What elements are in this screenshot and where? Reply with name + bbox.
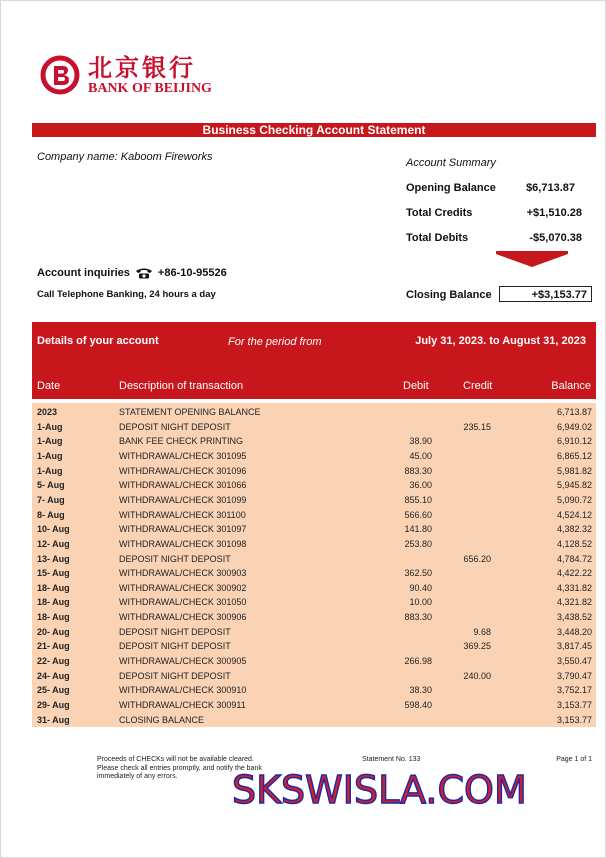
table-row — [32, 669, 596, 683]
cell-date: 29- Aug — [37, 700, 70, 710]
table-row — [32, 493, 596, 507]
cell-description: WITHDRAWAL/CHECK 301097 — [119, 524, 247, 535]
cell-balance: 3,790.47 — [556, 670, 592, 681]
cell-date: 8- Aug — [37, 509, 65, 520]
cell-balance: 3,752.17 — [556, 685, 592, 696]
table-row — [32, 683, 596, 697]
cell-date: 18- Aug — [37, 612, 70, 623]
column-header-debit: Debit — [403, 380, 429, 392]
bank-of-beijing-logo-icon — [40, 55, 80, 95]
cell-debit: 90.40 — [409, 582, 432, 593]
table-row — [32, 595, 596, 609]
table-row — [32, 610, 596, 624]
cell-balance: 4,128.52 — [556, 538, 592, 549]
cell-balance: 3,153.77 — [556, 700, 592, 710]
account-inquiries — [37, 267, 227, 279]
cell-description: WITHDRAWAL/CHECK 301099 — [119, 494, 247, 505]
cell-description: STATEMENT OPENING BALANCE — [119, 407, 261, 417]
cell-balance: 4,321.82 — [556, 597, 592, 608]
statement-title: Business Checking Account Statement — [32, 123, 596, 137]
cell-description: DEPOSIT NIGHT DEPOSIT — [119, 553, 231, 564]
cell-date: 22- Aug — [37, 656, 70, 667]
cell-debit: 38.30 — [409, 685, 432, 696]
cell-balance: 4,784.72 — [556, 553, 592, 564]
cell-date: 2023 — [37, 407, 58, 417]
cell-description: WITHDRAWAL/CHECK 301098 — [119, 538, 247, 549]
cell-credit: 240.00 — [463, 670, 491, 681]
company-name: Company name: Kaboom Fireworks — [37, 151, 213, 163]
cell-date: 1-Aug — [37, 450, 63, 461]
table-row — [32, 639, 596, 653]
table-row — [32, 698, 596, 712]
bank-logo — [40, 55, 212, 97]
cell-description: WITHDRAWAL/CHECK 300903 — [119, 568, 247, 579]
closing-balance-label: Closing Balance — [406, 289, 492, 301]
cell-balance: 4,331.82 — [556, 582, 592, 593]
cell-description: BANK FEE CHECK PRINTING — [119, 436, 244, 447]
cell-description: DEPOSIT NIGHT DEPOSIT — [119, 626, 231, 637]
cell-balance: 5,981.82 — [556, 465, 592, 476]
cell-date: 1-Aug — [37, 421, 63, 432]
cell-description: WITHDRAWAL/CHECK 300905 — [119, 656, 247, 667]
column-header-description: Description of transaction — [119, 380, 244, 392]
cell-date: 18- Aug — [37, 582, 70, 593]
cell-balance: 6,910.12 — [556, 436, 592, 447]
details-period-label: For the period from — [228, 336, 322, 348]
column-header-balance: Balance — [551, 380, 591, 392]
table-row — [32, 654, 596, 668]
closing-balance-value: +$3,153.77 — [499, 286, 592, 302]
cell-debit: 10.00 — [409, 597, 432, 608]
cell-debit: 38.90 — [409, 436, 432, 447]
bank-name-english: BANK OF BEIJING — [88, 81, 212, 96]
cell-date: 13- Aug — [37, 553, 70, 564]
cell-description: DEPOSIT NIGHT DEPOSIT — [119, 641, 231, 652]
cell-description: WITHDRAWAL/CHECK 300902 — [119, 582, 247, 593]
statement-number: Statement No. 133 — [362, 756, 421, 763]
table-row — [32, 625, 596, 639]
table-row — [32, 552, 596, 566]
cell-date: 1-Aug — [37, 436, 63, 447]
total-credits-label: Total Credits — [406, 207, 473, 219]
total-debits-value: -$5,070.38 — [529, 232, 582, 244]
table-row — [32, 713, 596, 727]
opening-balance-label: Opening Balance — [406, 182, 496, 194]
cell-balance: 4,524.12 — [556, 509, 592, 520]
cell-date: 5- Aug — [37, 480, 65, 491]
cell-description: WITHDRAWAL/CHECK 301095 — [119, 450, 247, 461]
cell-debit: 598.40 — [404, 700, 432, 710]
footer-note: Proceeds of CHECKs will not be available cleared. Please check all entries promptly, and notify the bank immediately of any errors. — [97, 756, 262, 780]
inquiries-phone-number: +86-10-95526 — [157, 267, 227, 279]
cell-balance: 3,817.45 — [556, 641, 592, 652]
cell-credit: 9.68 — [473, 626, 491, 637]
cell-description: DEPOSIT NIGHT DEPOSIT — [119, 670, 231, 681]
cell-balance: 3,448.20 — [556, 626, 592, 637]
cell-balance: 5,090.72 — [556, 494, 592, 505]
cell-description: WITHDRAWAL/CHECK 301100 — [119, 509, 246, 520]
table-row — [32, 464, 596, 478]
opening-balance-value: $6,713.87 — [526, 182, 575, 194]
table-row — [32, 522, 596, 536]
table-row — [32, 405, 596, 419]
cell-debit: 45.00 — [409, 450, 432, 461]
cell-description: WITHDRAWAL/CHECK 300911 — [119, 700, 246, 710]
cell-description: WITHDRAWAL/CHECK 300910 — [119, 685, 247, 696]
cell-description: CLOSING BALANCE — [119, 714, 205, 725]
cell-description: WITHDRAWAL/CHECK 301096 — [119, 465, 247, 476]
cell-debit: 883.30 — [404, 612, 432, 623]
table-row — [32, 581, 596, 595]
cell-debit: 362.50 — [404, 568, 432, 579]
cell-balance: 3,153.77 — [556, 714, 592, 725]
cell-description: WITHDRAWAL/CHECK 301050 — [119, 597, 247, 608]
cell-description: WITHDRAWAL/CHECK 301066 — [119, 480, 247, 491]
details-period-dates: July 31, 2023. to August 31, 2023 — [415, 335, 586, 347]
table-row — [32, 420, 596, 434]
table-row — [32, 434, 596, 448]
cell-credit: 656.20 — [463, 553, 491, 564]
telephone-icon — [135, 267, 153, 279]
cell-date: 21- Aug — [37, 641, 70, 652]
column-header-date: Date — [37, 380, 61, 392]
total-credits-value: +$1,510.28 — [526, 207, 582, 219]
cell-credit: 369.25 — [463, 641, 491, 652]
cell-date: 31- Aug — [37, 714, 70, 725]
cell-date: 25- Aug — [37, 685, 70, 696]
cell-debit: 36.00 — [409, 480, 432, 491]
cell-balance: 6,949.02 — [556, 421, 592, 432]
table-row — [32, 537, 596, 551]
bank-name-chinese: 北京银行 — [88, 54, 196, 82]
cell-balance: 5,945.82 — [556, 480, 592, 491]
cell-balance: 3,550.47 — [556, 656, 592, 667]
cell-date: 18- Aug — [37, 597, 70, 608]
cell-debit: 566.60 — [404, 509, 432, 520]
table-row — [32, 508, 596, 522]
summary-down-arrow-icon — [496, 254, 568, 267]
cell-balance: 4,422.22 — [556, 568, 592, 579]
watermark: SKSWISLA.COM — [232, 768, 527, 812]
details-title: Details of your account — [37, 335, 159, 347]
cell-description: DEPOSIT NIGHT DEPOSIT — [119, 421, 231, 432]
cell-balance: 6,713.87 — [556, 407, 592, 417]
cell-debit: 855.10 — [404, 494, 432, 505]
cell-date: 20- Aug — [37, 626, 70, 637]
cell-balance: 6,865.12 — [556, 450, 592, 461]
cell-date: 24- Aug — [37, 670, 70, 681]
account-details-header — [32, 322, 596, 399]
column-header-credit: Credit — [463, 380, 493, 392]
cell-debit: 266.98 — [404, 656, 432, 667]
cell-date: 7- Aug — [37, 494, 65, 505]
page-number: Page 1 of 1 — [556, 756, 592, 763]
cell-debit: 253.80 — [404, 538, 432, 549]
cell-date: 15- Aug — [37, 568, 70, 579]
table-row — [32, 449, 596, 463]
cell-balance: 4,382.32 — [556, 524, 592, 535]
account-summary-title: Account Summary — [406, 157, 496, 169]
account-inquiries-label: Account inquiries — [37, 267, 130, 279]
total-debits-label: Total Debits — [406, 232, 469, 244]
table-row — [32, 566, 596, 580]
cell-date: 12- Aug — [37, 538, 70, 549]
cell-debit: 141.80 — [404, 524, 432, 535]
transaction-table — [32, 403, 596, 727]
cell-credit: 235.15 — [463, 421, 491, 432]
cell-balance: 3,438.52 — [556, 612, 592, 623]
cell-description: WITHDRAWAL/CHECK 300906 — [119, 612, 247, 623]
cell-debit: 883.30 — [404, 465, 432, 476]
cell-date: 1-Aug — [37, 465, 63, 476]
telephone-banking-note: Call Telephone Banking, 24 hours a day — [37, 289, 216, 300]
table-row — [32, 478, 596, 492]
cell-date: 10- Aug — [37, 524, 70, 535]
